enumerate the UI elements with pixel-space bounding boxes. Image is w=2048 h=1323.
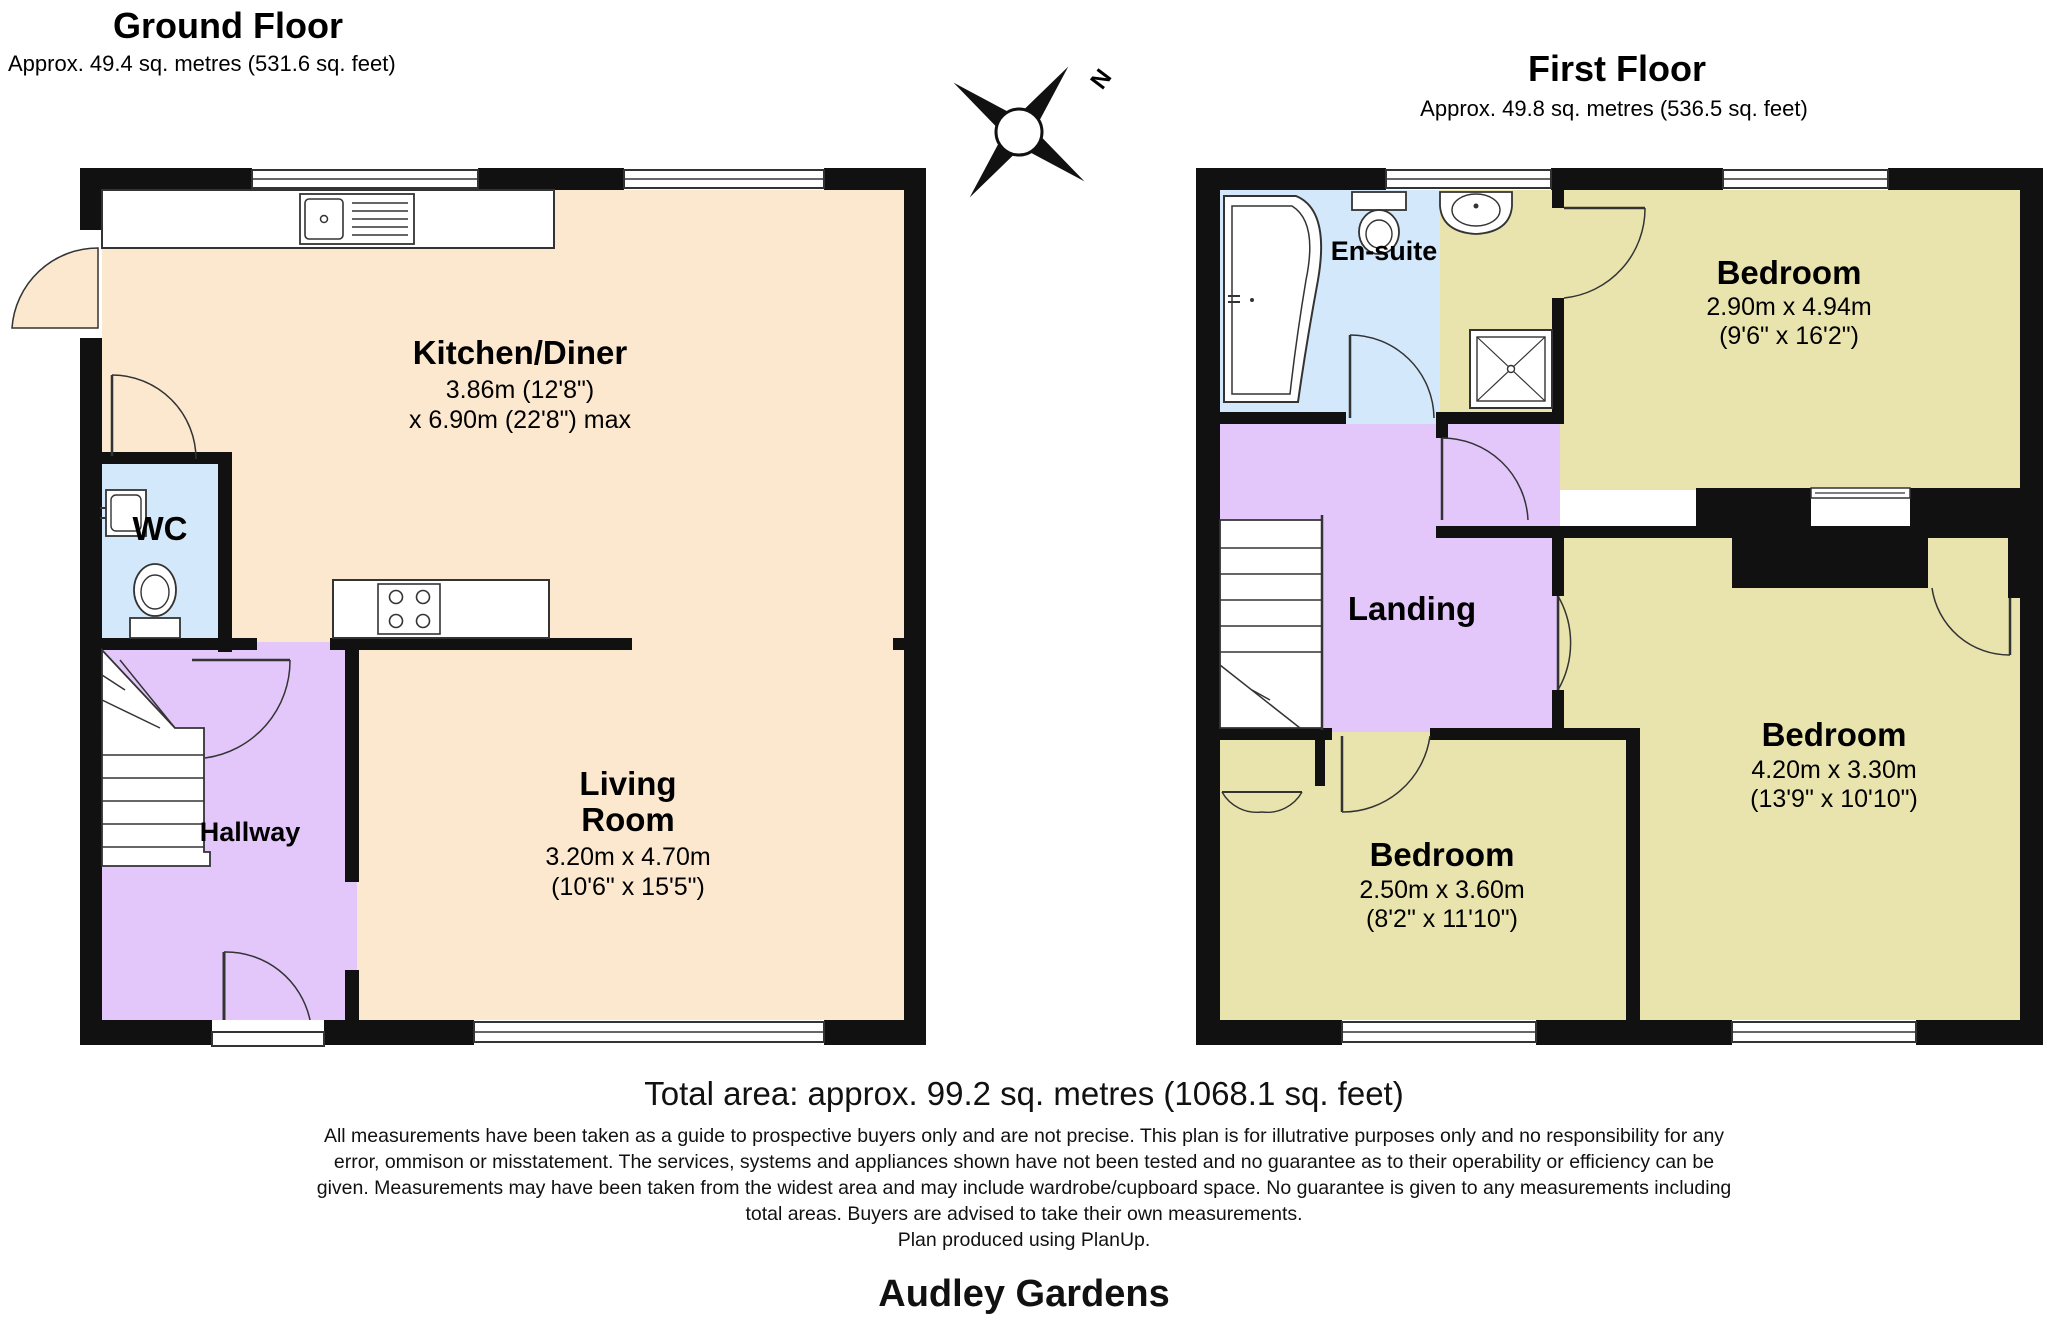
compass-north-label: N [1085, 64, 1118, 95]
ground-wall-top-mid [478, 168, 624, 190]
wc-label: WC [132, 510, 188, 547]
landing-bed1-wall [1436, 424, 1448, 438]
ground-wall-top-left [80, 168, 252, 190]
first-wall-bottom-right [1916, 1020, 2043, 1045]
disclaimer-text: All measurements have been taken as a guide to prospective buyers only and are not precise. This plan is for illutrative purposes only and no responsibility for any error, ommison or misstatement. The services, systems and appliances shown have not been tested and no guarantee as to their operability or efficiency can be given. Measurements may have been taken from the widest area and may include wardrobe/cupboard space. No guarantee is given to any measurements including total areas. Buyers are advised to take their own measurements. [316, 1125, 1732, 1225]
hallway-living-wall-bottom [345, 970, 359, 1022]
ensuite-bottom-wall-right [1436, 412, 1556, 424]
bedroom-3-label: Bedroom [1369, 836, 1515, 873]
ensuite-bottom-wall-left [1220, 412, 1346, 424]
bed3-top-wall-right [1430, 728, 1630, 740]
ensuite-label: En-suite [1330, 236, 1438, 266]
landing-label: Landing [1347, 590, 1477, 627]
ensuite-basin-icon [1440, 192, 1512, 234]
first-wall-left [1196, 168, 1220, 1045]
landing-stairs [1220, 515, 1322, 730]
ground-wall-left-bottom [80, 338, 102, 1045]
bedroom-1-dim-1: 2.90m x 4.94m [1706, 293, 1872, 321]
property-name: Audley Gardens [878, 1273, 1170, 1315]
living-room-label-2: Room [581, 801, 675, 838]
wardrobe-block-left [1696, 488, 1811, 538]
ensuite-right-wall-top [1552, 190, 1564, 208]
bed1-bed2-wall-left [1436, 526, 1696, 538]
bedroom-3-dim-2: (8'2" x 11'10") [1366, 905, 1518, 933]
ground-wall-bottom-right [824, 1020, 926, 1045]
shower-icon [1470, 330, 1552, 408]
bedroom-2-dim-2: (13'9" x 10'10") [1750, 785, 1918, 813]
first-wall-top-left [1196, 168, 1386, 190]
living-room-dim-1: 3.20m x 4.70m [545, 843, 711, 871]
kitchen-diner-label: Kitchen/Diner [412, 334, 628, 371]
hallway-top-wall [102, 638, 257, 650]
bedroom-1-label: Bedroom [1716, 254, 1862, 291]
ground-floor-title: Ground Floor [113, 5, 343, 46]
first-wall-right [2020, 168, 2043, 1045]
ground-wall-bottom-left [80, 1020, 212, 1045]
wardrobe-block-right [1910, 488, 2020, 538]
bedroom-3-dim-1: 2.50m x 3.60m [1359, 876, 1525, 904]
living-room-label-1: Living [579, 765, 677, 802]
front-door-threshold [212, 1032, 324, 1046]
bed3-bed2-wall [1626, 728, 1640, 1020]
landing-bed2-wall-bottom [1552, 690, 1564, 732]
wc-top-wall [102, 452, 230, 464]
ensuite-right-wall-bottom [1552, 298, 1564, 424]
hallway-kitchen-wall [330, 638, 632, 650]
plan-credit: Plan produced using PlanUp. [897, 1229, 1151, 1251]
ground-floor-plan [8, 5, 926, 1046]
sink-icon [300, 194, 414, 244]
first-wall-top-mid [1551, 168, 1723, 190]
ground-wall-bottom-mid [324, 1020, 474, 1045]
cupboard-wall [1315, 738, 1325, 786]
wardrobe-right-pillar [2008, 538, 2022, 598]
first-floor-title: First Floor [1528, 48, 1706, 89]
living-room-dim-2: (10'6" x 15'5") [551, 873, 705, 901]
bedroom-1-dim-2: (9'6" x 16'2") [1719, 322, 1859, 350]
compass-icon [904, 17, 1134, 247]
kitchen-counter-hob [333, 580, 549, 638]
total-area: Total area: approx. 99.2 sq. metres (1068.1 sq. feet) [644, 1075, 1404, 1112]
wc-right-wall [218, 452, 232, 652]
ground-wall-left-top [80, 168, 102, 230]
first-wall-bottom-mid [1536, 1020, 1732, 1045]
first-floor-plan [1196, 48, 2043, 1045]
landing-bed2-wall-top [1552, 538, 1564, 596]
bedroom-2-label: Bedroom [1761, 716, 1907, 753]
toilet-icon [130, 564, 180, 638]
ground-floor-area: Approx. 49.4 sq. metres (531.6 sq. feet) [8, 51, 396, 76]
hallway-living-wall-top [345, 638, 359, 882]
first-wall-top-right [1888, 168, 2043, 190]
plan-footer [0, 1075, 2048, 1316]
wardrobe-block-lower [1732, 538, 1928, 588]
first-floor-area: Approx. 49.8 sq. metres (536.5 sq. feet) [1420, 96, 1808, 121]
first-wall-bottom-left [1196, 1020, 1342, 1045]
living-wall-stub [893, 638, 905, 650]
kitchen-diner-dim-1: 3.86m (12'8") [445, 376, 595, 404]
back-door-fill [12, 248, 98, 328]
bedroom-2-dim-1: 4.20m x 3.30m [1751, 756, 1917, 784]
ground-wall-right [904, 168, 926, 1045]
kitchen-diner-dim-2: x 6.90m (22'8") max [408, 406, 632, 434]
hallway-label: Hallway [199, 817, 301, 847]
hob-icon [378, 584, 440, 634]
